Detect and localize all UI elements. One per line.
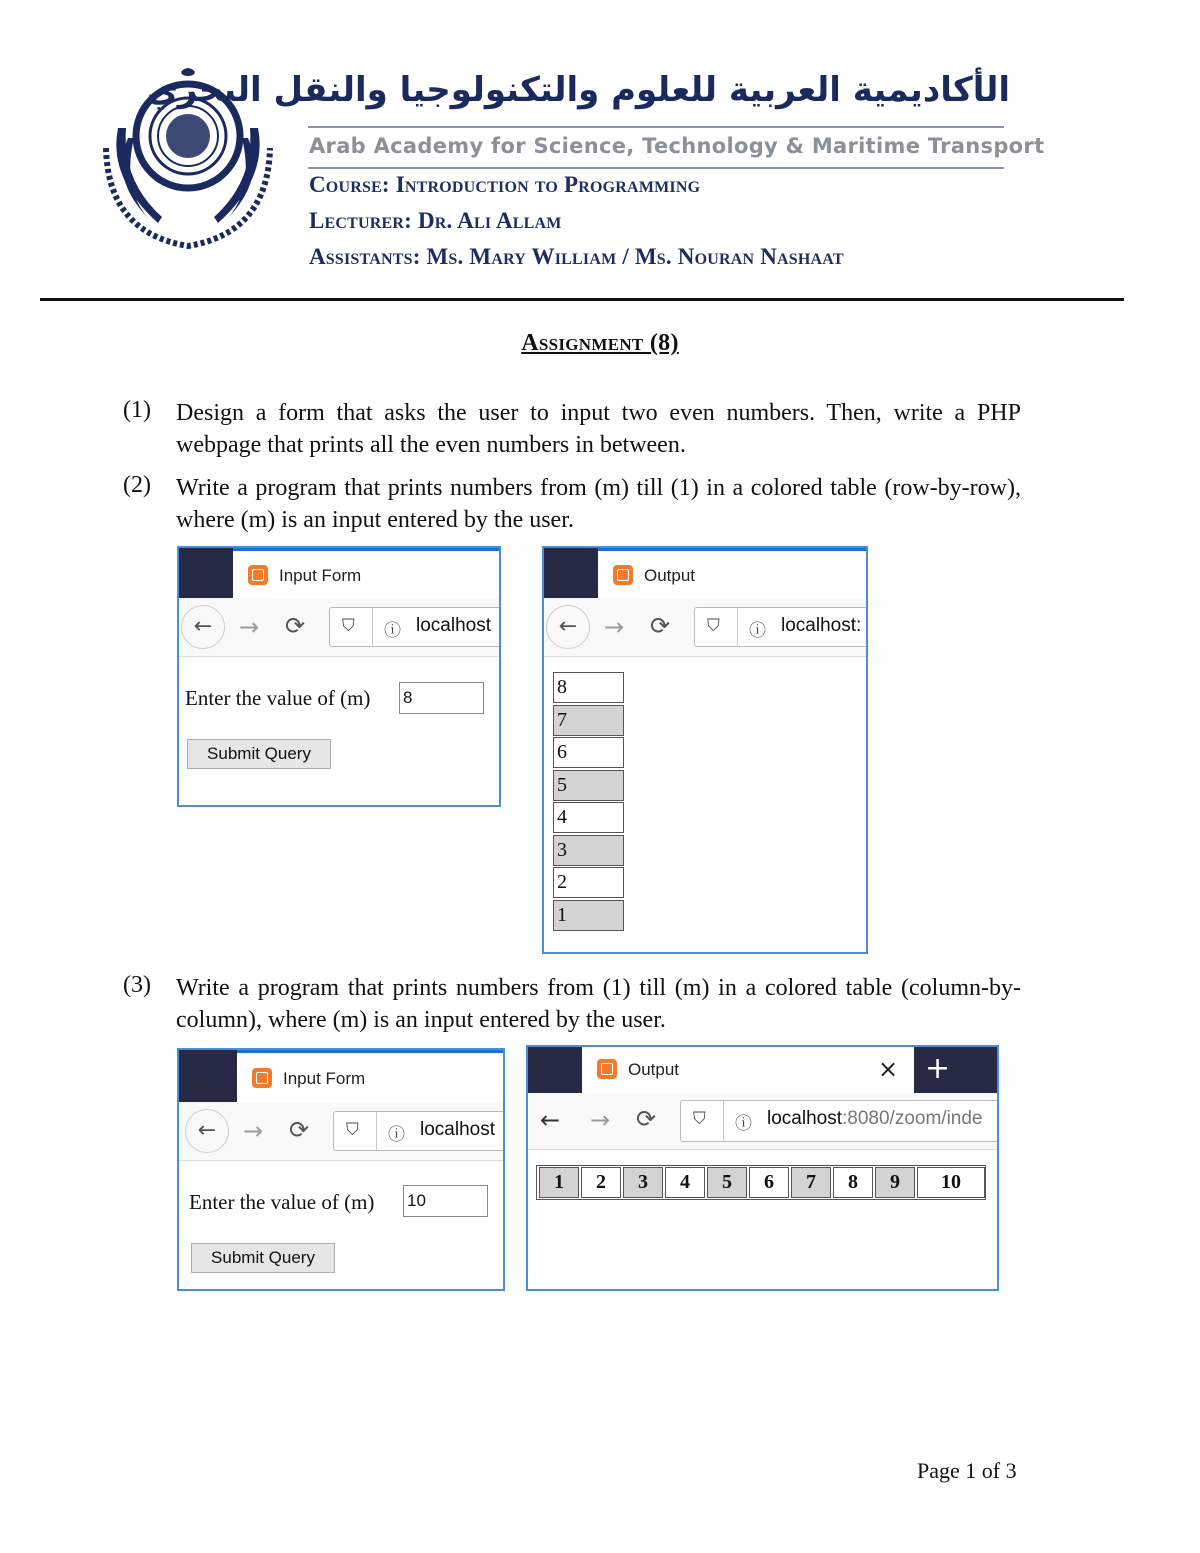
table-cell: 6 bbox=[749, 1167, 789, 1198]
submit-query-button[interactable]: Submit Query bbox=[187, 739, 331, 769]
question-3-text: Write a program that prints numbers from (1) till (m) in a colored table (column-by-column), where (m) is an input entered by the user. bbox=[176, 975, 1021, 1033]
table-cell: 4 bbox=[553, 802, 624, 833]
table-cell: 8 bbox=[833, 1167, 873, 1198]
table-cell: 10 bbox=[917, 1167, 985, 1198]
header-rule-middle bbox=[308, 167, 1004, 169]
tab-title: Input Form bbox=[283, 1069, 366, 1088]
close-tab-icon[interactable]: × bbox=[878, 1055, 899, 1083]
question-1-text: Design a form that asks the user to input two even numbers. Then, write a PHP webpage that prints all the even numbers in between. bbox=[176, 400, 1021, 458]
xampp-icon bbox=[613, 565, 633, 585]
xampp-icon bbox=[248, 565, 268, 585]
table-cell: 9 bbox=[875, 1167, 915, 1198]
question-2-text: Write a program that prints numbers from (m) till (1) in a colored table (row-by-row), where (m) is an input entered by the user. bbox=[176, 475, 1021, 533]
dark-tab-strip bbox=[528, 1047, 582, 1093]
nav-bar bbox=[179, 1102, 503, 1161]
dark-tab-strip bbox=[544, 548, 598, 598]
table-cell: 2 bbox=[553, 867, 624, 898]
reload-icon[interactable]: ⟳ bbox=[650, 612, 671, 640]
dark-tab-strip bbox=[179, 548, 233, 598]
browser-window-input-form-3 bbox=[177, 1048, 505, 1291]
dark-tab-strip bbox=[179, 1050, 237, 1102]
question-3-number: (3) bbox=[123, 972, 151, 998]
table-cell: 3 bbox=[623, 1167, 663, 1198]
url-bar[interactable] bbox=[329, 607, 501, 647]
tab-input-form[interactable] bbox=[237, 1050, 505, 1102]
forward-arrow-icon[interactable]: → bbox=[590, 1106, 611, 1134]
reload-icon[interactable]: ⟳ bbox=[285, 612, 306, 640]
question-2-number: (2) bbox=[123, 472, 151, 498]
tab-title: Output bbox=[644, 566, 696, 585]
info-icon: ⓘ bbox=[384, 621, 401, 641]
assistants-line: Assistants: Ms. Mary William / Ms. Nouran Nashaat bbox=[309, 244, 844, 269]
info-icon: ⓘ bbox=[749, 621, 766, 641]
forward-arrow-icon[interactable]: → bbox=[604, 613, 625, 641]
table-cell: 1 bbox=[539, 1167, 579, 1198]
xampp-icon bbox=[252, 1068, 272, 1088]
browser-window-output-3 bbox=[526, 1045, 999, 1291]
tab-input-form[interactable] bbox=[233, 548, 501, 598]
table-cell: 8 bbox=[553, 672, 624, 703]
assignment-title: Assignment (8) bbox=[521, 330, 679, 356]
info-icon: ⓘ bbox=[735, 1114, 752, 1134]
shield-icon: ⛉ bbox=[342, 616, 355, 636]
table-cell: 5 bbox=[553, 770, 624, 801]
back-arrow-icon[interactable]: ← bbox=[185, 1109, 229, 1153]
shield-icon: ⛉ bbox=[693, 1109, 706, 1129]
question-1-number: (1) bbox=[123, 397, 151, 423]
nav-bar bbox=[179, 598, 499, 657]
course-line: Course: Introduction to Programming bbox=[309, 172, 701, 197]
arabic-academy-name: الأكاديمية العربية للعلوم والتكنولوجيا والنقل البحري bbox=[146, 70, 1010, 110]
table-cell: 1 bbox=[553, 900, 624, 931]
back-arrow-icon[interactable]: ← bbox=[181, 605, 225, 649]
xampp-icon bbox=[597, 1059, 617, 1079]
header-rule-top bbox=[308, 126, 1004, 128]
m-label: Enter the value of (m) bbox=[185, 686, 371, 710]
shield-icon: ⛉ bbox=[707, 616, 720, 636]
url-text: localhost bbox=[416, 615, 491, 636]
table-cell: 7 bbox=[791, 1167, 831, 1198]
count-up-table bbox=[536, 1165, 986, 1200]
forward-arrow-icon[interactable]: → bbox=[243, 1117, 264, 1145]
table-cell: 5 bbox=[707, 1167, 747, 1198]
page-number: Page 1 of 3 bbox=[917, 1458, 1017, 1483]
tab-title: Output bbox=[628, 1060, 680, 1079]
tab-output[interactable] bbox=[582, 1047, 914, 1093]
academy-name: Arab Academy for Science, Technology & Maritime Transport bbox=[309, 134, 1045, 158]
table-cell: 7 bbox=[553, 705, 624, 736]
table-cell: 6 bbox=[553, 737, 624, 768]
table-cell: 4 bbox=[665, 1167, 705, 1198]
info-icon: ⓘ bbox=[388, 1125, 405, 1145]
url-text: localhost:8080/zoom/inde bbox=[767, 1108, 983, 1129]
url-bar[interactable] bbox=[333, 1111, 505, 1151]
browser-window-input-form-2 bbox=[177, 546, 501, 807]
new-tab-icon[interactable]: + bbox=[925, 1051, 951, 1086]
nav-bar bbox=[528, 1093, 997, 1150]
back-arrow-icon[interactable]: ← bbox=[540, 1106, 561, 1134]
m-input[interactable]: 10 bbox=[403, 1185, 488, 1217]
url-text: localhost bbox=[420, 1119, 495, 1140]
url-bar[interactable] bbox=[694, 607, 868, 647]
header-divider bbox=[40, 298, 1124, 301]
shield-icon: ⛉ bbox=[346, 1120, 359, 1140]
table-cell: 3 bbox=[553, 835, 624, 866]
m-input[interactable]: 8 bbox=[399, 682, 484, 714]
tab-output[interactable] bbox=[598, 548, 868, 598]
submit-query-button[interactable]: Submit Query bbox=[191, 1243, 335, 1273]
browser-window-output-2 bbox=[542, 546, 868, 954]
url-text: localhost: bbox=[781, 615, 862, 636]
url-bar[interactable] bbox=[680, 1100, 999, 1142]
back-arrow-icon[interactable]: ← bbox=[546, 605, 590, 649]
lecturer-line: Lecturer: Dr. Ali Allam bbox=[309, 208, 562, 233]
tab-title: Input Form bbox=[279, 566, 362, 585]
table-cell: 2 bbox=[581, 1167, 621, 1198]
reload-icon[interactable]: ⟳ bbox=[636, 1105, 657, 1133]
reload-icon[interactable]: ⟳ bbox=[289, 1116, 310, 1144]
m-label: Enter the value of (m) bbox=[189, 1190, 375, 1214]
forward-arrow-icon[interactable]: → bbox=[239, 613, 260, 641]
nav-bar bbox=[544, 598, 866, 657]
